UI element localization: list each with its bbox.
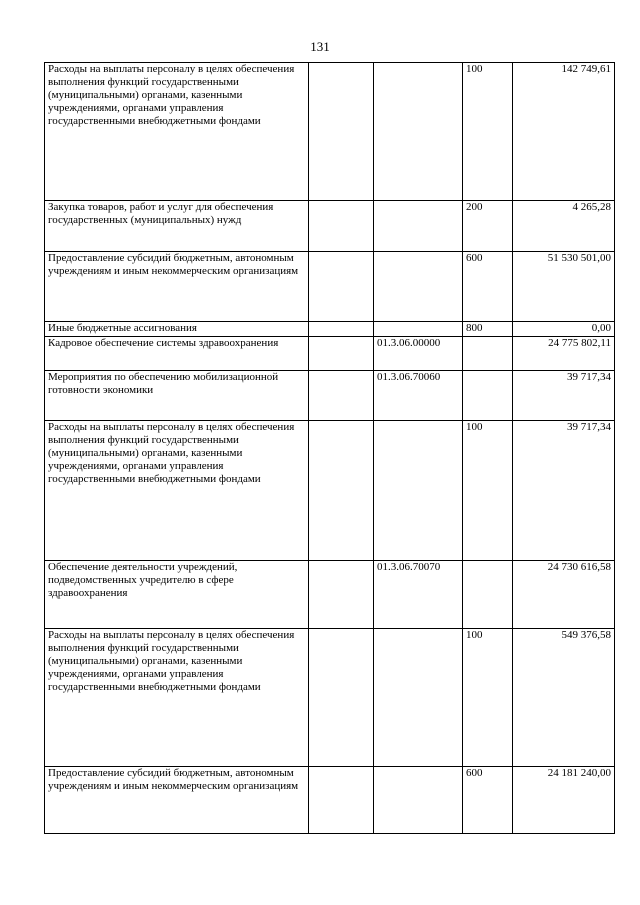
row-expense-type: 600 bbox=[463, 252, 513, 322]
row-sum: 24 181 240,00 bbox=[513, 767, 615, 834]
row-sum: 549 376,58 bbox=[513, 629, 615, 767]
row-name: Расходы на выплаты персоналу в целях обеспечения выполнения функций государственными (муниципальными) органами, казенными учреждениями, органами управления государственными внебюджетными фондами bbox=[45, 63, 309, 201]
table-row bbox=[45, 767, 615, 834]
row-name: Расходы на выплаты персоналу в целях обеспечения выполнения функций государственными (муниципальными) органами, казенными учреждениями, органами управления государственными внебюджетными фондами bbox=[45, 629, 309, 767]
row-expense-type: 200 bbox=[463, 201, 513, 252]
row-code bbox=[374, 322, 463, 337]
table-row bbox=[45, 561, 615, 629]
row-empty-cell bbox=[309, 322, 374, 337]
row-name: Расходы на выплаты персоналу в целях обеспечения выполнения функций государственными (муниципальными) органами, казенными учреждениями, органами управления государственными внебюджетными фондами bbox=[45, 421, 309, 561]
row-empty-cell bbox=[309, 252, 374, 322]
row-name: Мероприятия по обеспечению мобилизационной готовности экономики bbox=[45, 371, 309, 421]
row-code bbox=[374, 252, 463, 322]
table-row bbox=[45, 337, 615, 371]
row-empty-cell bbox=[309, 421, 374, 561]
row-sum: 51 530 501,00 bbox=[513, 252, 615, 322]
row-code: 01.3.06.70060 bbox=[374, 371, 463, 421]
row-sum: 4 265,28 bbox=[513, 201, 615, 252]
row-code: 01.3.06.70070 bbox=[374, 561, 463, 629]
row-name: Обеспечение деятельности учреждений, подведомственных учредителю в сфере здравоохранения bbox=[45, 561, 309, 629]
table-row bbox=[45, 371, 615, 421]
row-name: Закупка товаров, работ и услуг для обеспечения государственных (муниципальных) нужд bbox=[45, 201, 309, 252]
row-expense-type bbox=[463, 337, 513, 371]
row-code: 01.3.06.00000 bbox=[374, 337, 463, 371]
row-name: Кадровое обеспечение системы здравоохранения bbox=[45, 337, 309, 371]
row-empty-cell bbox=[309, 201, 374, 252]
row-expense-type: 100 bbox=[463, 63, 513, 201]
row-sum: 24 730 616,58 bbox=[513, 561, 615, 629]
budget-table-body bbox=[45, 63, 615, 834]
row-empty-cell bbox=[309, 629, 374, 767]
row-sum: 39 717,34 bbox=[513, 421, 615, 561]
row-sum: 24 775 802,11 bbox=[513, 337, 615, 371]
row-code bbox=[374, 629, 463, 767]
row-empty-cell bbox=[309, 63, 374, 201]
row-code bbox=[374, 767, 463, 834]
row-sum: 142 749,61 bbox=[513, 63, 615, 201]
table-row bbox=[45, 252, 615, 322]
table-row bbox=[45, 201, 615, 252]
row-code bbox=[374, 201, 463, 252]
table-row bbox=[45, 629, 615, 767]
table-row bbox=[45, 322, 615, 337]
row-expense-type bbox=[463, 561, 513, 629]
row-code bbox=[374, 421, 463, 561]
budget-table bbox=[44, 62, 615, 834]
row-expense-type bbox=[463, 371, 513, 421]
row-name: Иные бюджетные ассигнования bbox=[45, 322, 309, 337]
row-name: Предоставление субсидий бюджетным, автономным учреждениям и иным некоммерческим организациям bbox=[45, 767, 309, 834]
table-row bbox=[45, 421, 615, 561]
row-expense-type: 100 bbox=[463, 629, 513, 767]
row-empty-cell bbox=[309, 371, 374, 421]
row-expense-type: 800 bbox=[463, 322, 513, 337]
row-name: Предоставление субсидий бюджетным, автономным учреждениям и иным некоммерческим организациям bbox=[45, 252, 309, 322]
row-sum: 39 717,34 bbox=[513, 371, 615, 421]
row-sum: 0,00 bbox=[513, 322, 615, 337]
row-expense-type: 600 bbox=[463, 767, 513, 834]
row-code bbox=[374, 63, 463, 201]
table-row bbox=[45, 63, 615, 201]
row-empty-cell bbox=[309, 561, 374, 629]
row-empty-cell bbox=[309, 337, 374, 371]
row-expense-type: 100 bbox=[463, 421, 513, 561]
row-empty-cell bbox=[309, 767, 374, 834]
page-number: 131 bbox=[310, 39, 330, 54]
